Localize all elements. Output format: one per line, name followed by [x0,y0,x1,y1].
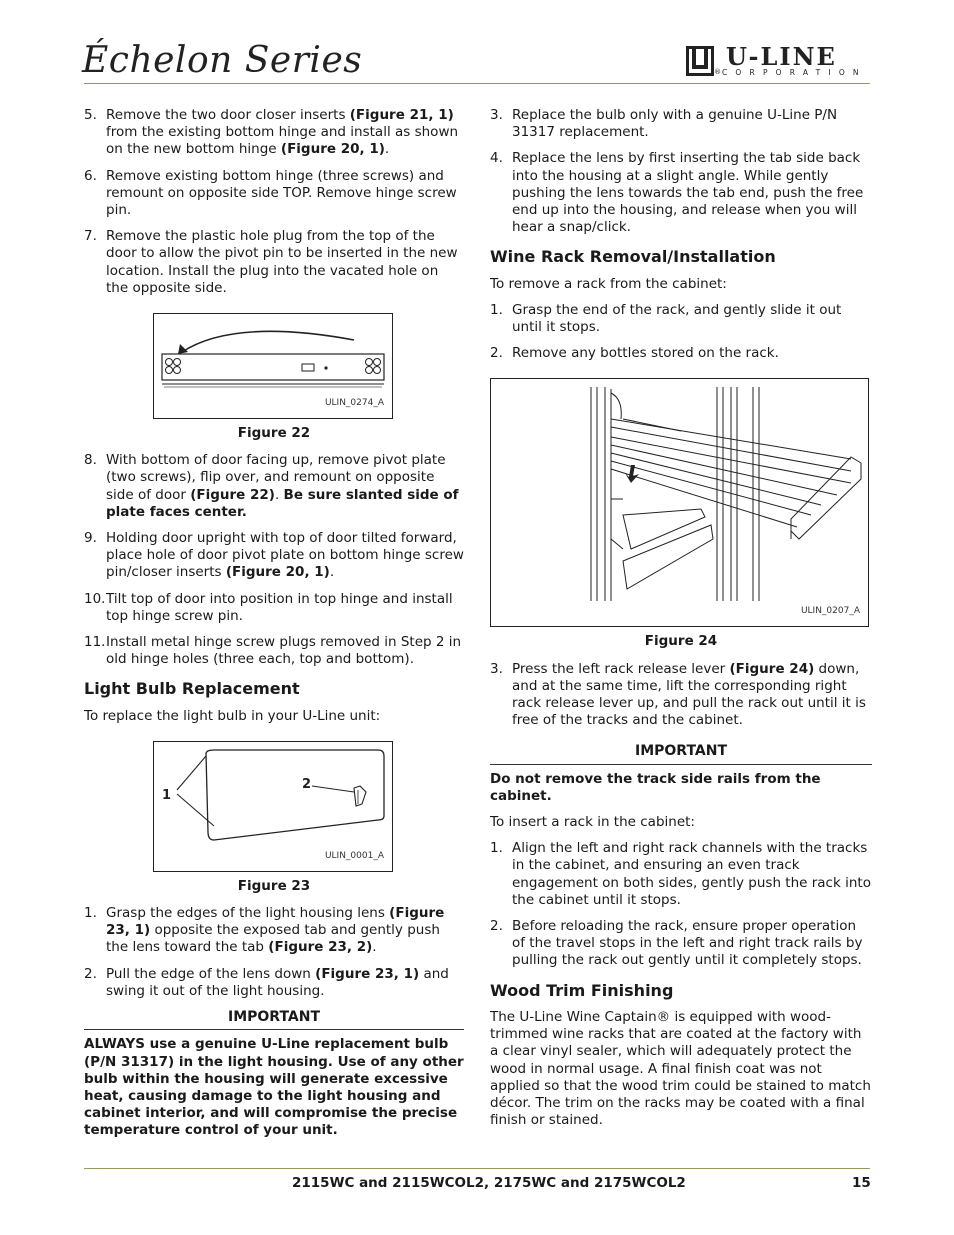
important-heading: IMPORTANT [490,743,872,764]
item-number: 10. [84,590,106,607]
figure-id: ULIN_0001_A [324,850,384,861]
item-text: Holding door upright with top of door tilted forward, place hole of door pivot plate on bottom hinge screw pin/closer inserts [106,530,464,581]
item-text: Replace the bulb only with a genuine U-Line P/N 31317 replacement. [512,107,838,141]
figure-label-2: 2 [302,776,312,792]
item-text: Remove existing bottom hinge (three screws) and remount on opposite side TOP. Remove hinge screw pin. [106,167,457,219]
item-text: Align the left and right rack channels with the tracks in the cabinet, and ensuring an even track engagement on both sides, gently push the rack into the cabinet until it stops. [512,840,871,908]
list-item [84,107,464,159]
item-text: Remove any bottles stored on the rack. [512,345,779,362]
item-number: 4. [490,150,503,167]
u-line-logo-icon [686,46,714,76]
item-text: from the existing bottom hinge and install as shown on the new bottom hinge [106,124,459,158]
item-text: Grasp the end of the rack, and gently slide it out until it stops. [512,301,842,336]
item-number: 2. [84,965,97,982]
right-column [490,107,872,1138]
section-heading-wood-trim: Wood Trim Finishing [490,980,674,1000]
item-text: Replace the lens by first inserting the tab side back into the housing at a slight angle. While gently pushing the lens towards the tab end, push the free end up into the housing, and release when you will hear a snap/click. [512,150,864,236]
figure-caption: Figure 23 [237,877,311,894]
item-text: Before reloading the rack, ensure proper operation of the travel stops in the left and right track rails by pulling the rack out gently until it completely stops. [512,918,863,969]
item-text: Install metal hinge screw plugs removed in Step 2 in old hinge holes (three each, top and bottom). [106,634,462,668]
header-rule [84,83,870,84]
item-text: Remove the two door closer inserts [106,107,350,123]
item-text: and swing it out of the light housing. [106,965,449,999]
list-item [490,840,872,909]
item-text: Remove the plastic hole plug from the top of the door to allow the pivot pin to be inserted in the new location. Install the plug into the vacated hole on the opposite side. [106,228,458,296]
list-item [84,452,464,521]
figure-caption: Figure 24 [644,633,718,650]
logo-name: U-LINE [726,42,837,71]
figure-ref: (Figure 20, 1) [280,141,385,158]
figure-ref: (Figure 23, 1) [315,965,420,982]
figure-22 [153,313,393,419]
item-text: . [372,939,377,956]
item-text: . [274,486,284,503]
figure-ref: (Figure 23, 1) [106,905,445,939]
figure-ref: (Figure 21, 1) [349,107,454,123]
list-item [84,634,464,668]
section-heading-light-bulb: Light Bulb Replacement [84,679,300,699]
list-item [84,530,464,582]
emphasis-text: Be sure slanted side of plate faces center. [106,486,459,520]
item-number: 1. [84,905,97,922]
item-number: 1. [490,840,503,857]
paragraph: The U-Line Wine Captain® is equipped with wood-trimmed wine racks that are coated at the factory with a clear vinyl sealer, which will adequately protect the wood in normal usage. A final finish coat was not applied so that the wood trim could be stained to match décor. The trim on the racks may be coated with a final finish or stained. [490,1008,871,1129]
paragraph: To remove a rack from the cabinet: [490,275,727,292]
item-number: 1. [490,301,503,318]
list-item [84,228,464,297]
important-warning: Do not remove the track side rails from the cabinet. [490,770,821,804]
item-number: 2. [490,345,503,362]
series-title: Échelon Series [82,40,363,81]
item-text: Press the left rack release lever [512,660,730,677]
important-heading: IMPORTANT [84,1009,464,1030]
list-item [84,168,464,220]
item-text: . [384,141,390,158]
figure-label-1: 1 [162,787,172,803]
list-item [490,918,872,970]
item-number: 6. [84,167,97,184]
list-item [84,905,464,957]
item-number: 8. [84,452,97,469]
paragraph: To insert a rack in the cabinet: [490,814,695,831]
item-text: Pull the edge of the lens down [106,965,316,982]
important-warning: ALWAYS use a genuine U-Line replacement bulb (P/N 31317) in the light housing. Use of any other bulb within the housing will generate excessive heat, causing damage to the light housing and cabinet interior, and will compromise the precise temperature control of your unit. [84,1036,464,1139]
wine-rack-illustration [491,379,868,626]
item-text: Grasp the edges of the light housing lens [106,905,390,922]
figure-caption: Figure 22 [237,425,311,442]
item-text: Tilt top of door into position in top hinge and install top hinge screw pin. [106,590,453,624]
figure-ref: (Figure 22) [190,486,275,503]
item-number: 9. [84,530,97,547]
item-number: 3. [490,660,503,677]
figure-id: ULIN_0274_A [324,397,384,408]
footer-rule [84,1168,870,1169]
figure-id: ULIN_0207_A [800,606,860,617]
footer-model-numbers: 2115WC and 2115WCOL2, 2175WC and 2175WCOL2 [292,1175,686,1191]
list-item [84,966,464,1000]
list-item [490,107,872,141]
item-number: 5. [84,107,97,123]
item-number: 11. [84,634,106,651]
item-text: With bottom of door facing up, remove pivot plate (two screws), flip over, and remount on opposite side of door [106,452,446,503]
item-text: opposite the exposed tab and gently push the lens toward the tab [106,922,440,956]
item-number: 2. [490,918,503,935]
list-item [490,661,872,730]
section-heading-wine-rack: Wine Rack Removal/Installation [490,247,776,267]
figure-ref: (Figure 24) [729,660,815,677]
logo-corporation: CORPORATION [722,68,867,77]
item-number: 7. [84,228,97,245]
paragraph: To replace the light bulb in your U-Line unit: [84,707,381,724]
figure-ref: (Figure 20, 1) [225,564,330,581]
list-item [490,302,872,336]
list-item [84,591,464,625]
left-column [84,107,464,1149]
list-item [490,150,872,236]
page-number: 15 [852,1175,871,1191]
item-text: down, and at the same time, lift the corresponding right rack release lever up, and pull the rack out until it is free of the tracks and the cabinet. [512,660,866,729]
figure-24 [490,378,869,627]
item-text: . [329,564,335,581]
figure-23 [153,741,393,872]
logo-registered: ® [714,68,721,76]
figure-ref: (Figure 23, 2) [268,939,373,956]
item-number: 3. [490,107,503,123]
list-item [490,345,872,362]
